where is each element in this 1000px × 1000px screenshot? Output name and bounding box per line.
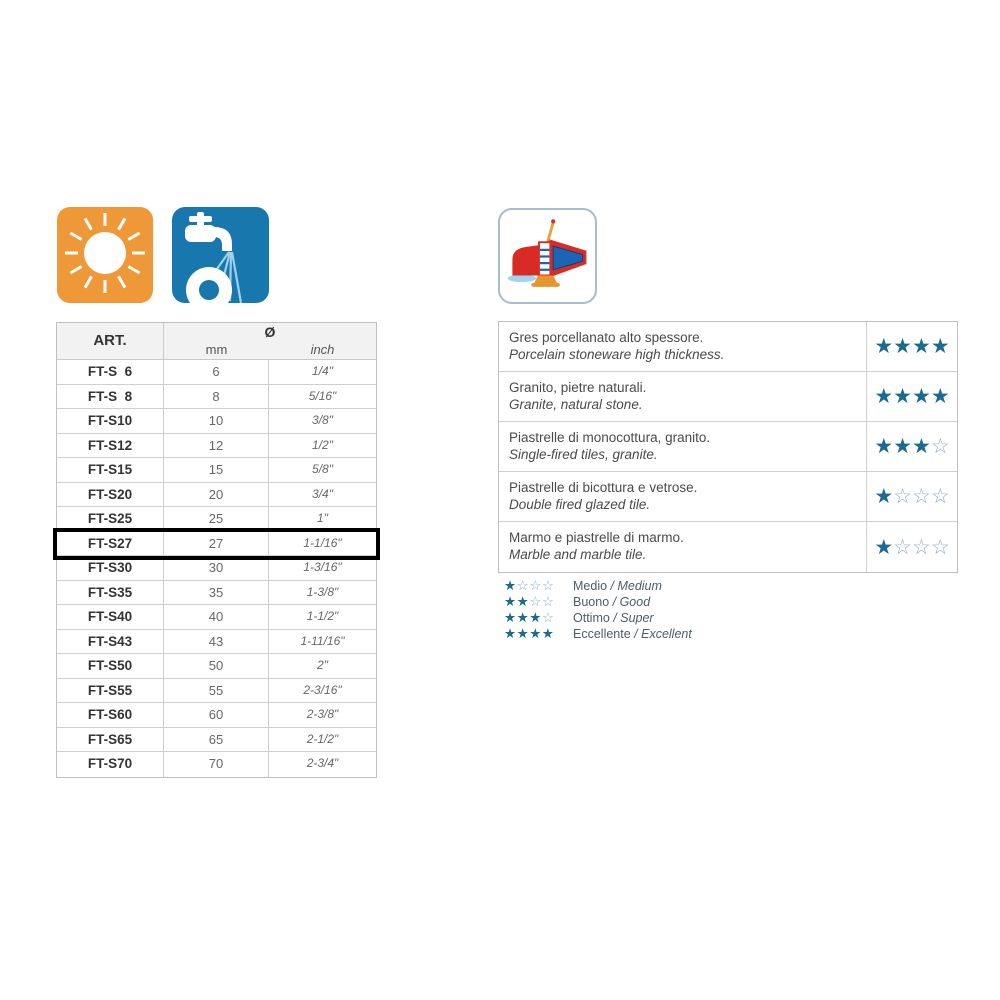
spec-row — [57, 409, 376, 434]
legend-label-en: Good — [619, 595, 651, 609]
spec-cell-mm: 10 — [164, 409, 269, 433]
material-name-it: Granito, pietre naturali. — [509, 380, 647, 395]
spec-cell-art: FT-S55 — [57, 679, 164, 703]
spec-row — [57, 654, 376, 679]
material-ratings-table — [498, 321, 958, 573]
spec-cell-mm: 27 — [164, 532, 269, 556]
spec-row — [57, 483, 376, 508]
spec-cell-mm: 8 — [164, 385, 269, 409]
stars-empty: ☆ — [930, 435, 950, 458]
rating-stars — [866, 372, 957, 421]
legend-item — [504, 594, 692, 610]
stars-empty: ☆☆☆ — [516, 578, 555, 593]
rating-stars — [866, 322, 957, 371]
material-name-en: Single-fired tiles, granite. — [509, 447, 658, 462]
legend-label-en: Excellent — [641, 627, 692, 641]
spec-cell-mm: 40 — [164, 605, 269, 629]
stars-filled: ★★★★ — [504, 626, 555, 641]
stars-filled: ★★ — [504, 594, 530, 609]
rating-material — [499, 472, 866, 521]
stars-filled: ★ — [504, 578, 517, 593]
spec-cell-mm: 43 — [164, 630, 269, 654]
spec-cell-mm: 6 — [164, 360, 269, 384]
material-name-it: Gres porcellanato alto spessore. — [509, 330, 704, 345]
legend-separator: / — [607, 579, 618, 593]
legend-label — [573, 595, 650, 609]
spec-cell-art: FT-S 6 — [57, 360, 164, 384]
grinder-icon — [498, 208, 597, 304]
rating-row — [499, 372, 957, 422]
spec-cell-inch: 1" — [317, 511, 328, 525]
stars-empty: ☆☆ — [529, 594, 555, 609]
stars-empty: ☆☆☆ — [893, 535, 950, 559]
spec-cell-art: FT-S65 — [57, 728, 164, 752]
spec-row — [57, 385, 376, 410]
spec-cell-mm: 30 — [164, 556, 269, 580]
rating-row — [499, 472, 957, 522]
spec-cell-art: FT-S20 — [57, 483, 164, 507]
material-name-en: Double fired glazed tile. — [509, 497, 651, 512]
material-name-it: Piastrelle di bicottura e vetrose. — [509, 480, 698, 495]
header-art: ART. — [57, 323, 164, 359]
spec-cell-mm: 70 — [164, 752, 269, 777]
rating-stars — [866, 472, 957, 521]
spec-table-header — [57, 323, 376, 360]
spec-row — [57, 581, 376, 606]
spec-row — [57, 752, 376, 777]
spec-cell-art: FT-S25 — [57, 507, 164, 531]
faucet-icon — [172, 207, 269, 303]
rating-material — [499, 422, 866, 471]
spec-cell-art: FT-S15 — [57, 458, 164, 482]
legend-label-en: Medium — [617, 579, 662, 593]
stars-filled: ★ — [874, 485, 894, 508]
legend-label-it: Ottimo — [573, 611, 610, 625]
spec-cell-inch: 5/8" — [312, 462, 333, 476]
grinder-icon-graphic — [500, 210, 595, 302]
spec-row — [57, 630, 376, 655]
legend-separator: / — [609, 595, 620, 609]
spec-cell-inch: 2" — [317, 658, 328, 672]
stars-filled: ★★★ — [504, 610, 542, 625]
spec-cell-inch: 1-3/8" — [306, 584, 339, 599]
diameter-spec-table — [56, 322, 377, 778]
material-name-en: Granite, natural stone. — [509, 397, 643, 412]
spec-cell-inch: 1/2" — [312, 437, 333, 452]
spec-cell-mm: 60 — [164, 703, 269, 727]
spec-cell-inch: 1-3/16" — [303, 560, 342, 574]
stars-filled: ★★★★ — [874, 335, 950, 358]
spec-cell-art: FT-S12 — [57, 434, 164, 458]
spec-cell-art: FT-S40 — [57, 605, 164, 629]
spec-cell-art: FT-S 8 — [57, 385, 164, 409]
legend-label — [573, 627, 692, 641]
legend-item — [504, 610, 692, 626]
spec-cell-art: FT-S60 — [57, 703, 164, 727]
spec-cell-mm: 25 — [164, 507, 269, 531]
spec-cell-mm: 12 — [164, 434, 269, 458]
spec-cell-inch: 3/4" — [312, 486, 333, 501]
spec-cell-art: FT-S27 — [57, 532, 164, 556]
faucet-icon-graphic — [172, 207, 269, 303]
spec-row — [57, 556, 376, 581]
spec-cell-mm: 15 — [164, 458, 269, 482]
legend-stars — [504, 626, 568, 642]
spec-row — [57, 605, 376, 630]
legend-label-en: Super — [620, 611, 654, 625]
rating-row — [499, 322, 957, 372]
rating-material — [499, 522, 866, 572]
stars-empty: ☆ — [541, 610, 555, 625]
sun-icon — [57, 207, 153, 303]
material-name-en: Porcelain stoneware high thickness. — [509, 347, 725, 362]
legend-separator: / — [609, 611, 621, 625]
spec-cell-art: FT-S10 — [57, 409, 164, 433]
spec-cell-art: FT-S30 — [57, 556, 164, 580]
spec-table-body — [57, 360, 376, 777]
stars-empty: ☆☆☆ — [893, 485, 950, 508]
spec-cell-inch: 5/16" — [308, 388, 337, 403]
spec-row — [57, 703, 376, 728]
legend-label-it: Medio — [573, 579, 608, 593]
spec-cell-inch: 1/4" — [312, 364, 333, 378]
spec-cell-inch: 2-3/8" — [306, 707, 339, 721]
spec-row — [57, 360, 376, 385]
material-name-en: Marble and marble tile. — [509, 547, 647, 562]
stars-filled: ★★★★ — [874, 385, 950, 408]
legend-stars — [504, 578, 568, 594]
rating-material — [499, 372, 866, 421]
spec-row — [57, 458, 376, 483]
spec-cell-inch: 2-3/4" — [306, 756, 339, 770]
rating-row — [499, 522, 957, 572]
ratings-legend — [504, 578, 692, 642]
legend-item — [504, 626, 692, 642]
spec-cell-inch: 2-3/16" — [303, 682, 342, 697]
header-unit-mm: mm — [205, 342, 228, 357]
spec-row — [57, 507, 376, 532]
spec-cell-inch: 3/8" — [312, 413, 333, 427]
spec-cell-art: FT-S35 — [57, 581, 164, 605]
spec-cell-mm: 35 — [164, 581, 269, 605]
stars-filled: ★★★ — [874, 435, 931, 458]
header-diameter-symbol: Ø — [264, 324, 276, 340]
spec-cell-inch: 2-1/2" — [306, 731, 339, 746]
header-unit-inch: inch — [310, 342, 335, 357]
spec-cell-mm: 20 — [164, 483, 269, 507]
spec-row — [57, 728, 376, 753]
stars-filled: ★ — [874, 535, 894, 559]
spec-cell-art: FT-S43 — [57, 630, 164, 654]
rating-row — [499, 422, 957, 472]
material-name-it: Piastrelle di monocottura, granito. — [509, 430, 711, 445]
legend-label — [573, 611, 654, 625]
rating-stars — [866, 422, 957, 471]
legend-separator: / — [630, 627, 642, 641]
spec-row — [57, 434, 376, 459]
spec-row-highlighted — [57, 532, 376, 557]
legend-label-it: Buono — [573, 595, 610, 609]
material-name-it: Marmo e piastrelle di marmo. — [509, 530, 684, 545]
spec-cell-art: FT-S70 — [57, 752, 164, 777]
spec-cell-inch: 1-1/2" — [306, 609, 339, 623]
legend-label — [573, 579, 662, 593]
spec-cell-mm: 55 — [164, 679, 269, 703]
sun-icon-graphic — [57, 207, 153, 303]
spec-cell-mm: 50 — [164, 654, 269, 678]
spec-cell-inch: 1-1/16" — [303, 535, 342, 550]
spec-cell-art: FT-S50 — [57, 654, 164, 678]
rating-material — [499, 322, 866, 371]
spec-cell-mm: 65 — [164, 728, 269, 752]
spec-cell-inch: 1-11/16" — [300, 633, 345, 648]
spec-row — [57, 679, 376, 704]
legend-stars — [504, 610, 568, 626]
rating-stars — [866, 522, 957, 572]
legend-item — [504, 578, 692, 594]
legend-label-it: Eccellente — [573, 627, 631, 641]
legend-stars — [504, 594, 568, 610]
